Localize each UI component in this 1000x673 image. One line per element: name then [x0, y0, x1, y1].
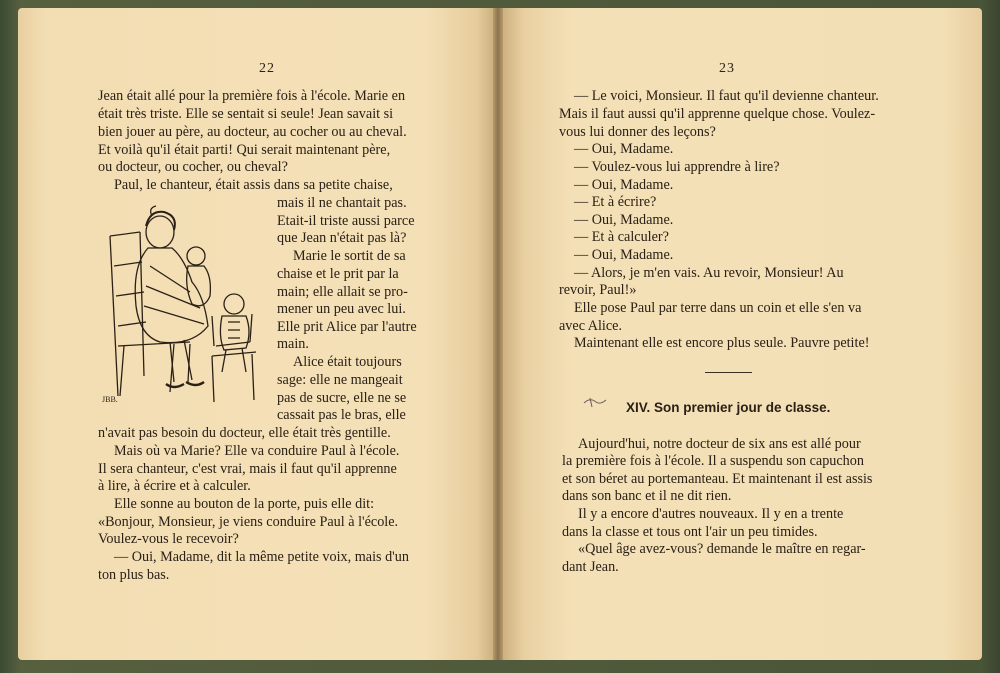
left-line: ou docteur, ou cocher, ou cheval?: [98, 159, 288, 175]
right-line: — Voulez-vous lui apprendre à lire?: [574, 159, 780, 175]
left-line: Voulez-vous le recevoir?: [98, 531, 239, 547]
left-line: Etait-il triste aussi parce: [277, 213, 415, 229]
right-line: Maintenant elle est encore plus seule. Pauvre petite!: [574, 335, 870, 351]
right-line: revoir, Paul!»: [559, 282, 637, 298]
chapter-heading: XIV. Son premier jour de classe.: [626, 400, 831, 415]
left-line: cassait pas le bras, elle: [277, 407, 406, 423]
right-line: Il y a encore d'autres nouveaux. Il y en a trente: [578, 506, 844, 522]
left-line: à lire, à écrire et à calculer.: [98, 478, 251, 494]
right-line: dans la classe et tous ont l'air un peu timides.: [562, 524, 818, 540]
left-line: Marie le sortit de sa: [293, 248, 406, 264]
right-line: — Le voici, Monsieur. Il faut qu'il devienne chanteur.: [574, 88, 879, 104]
right-line: la première fois à l'école. Il a suspendu son capuchon: [562, 453, 864, 469]
left-line: chaise et le prit par la: [277, 266, 399, 282]
left-line: Paul, le chanteur, était assis dans sa petite chaise,: [114, 177, 393, 193]
right-line: — Et à écrire?: [574, 194, 657, 210]
left-line: était très triste. Elle se sentait si seule! Jean savait si: [98, 106, 394, 122]
illustration-signature: JBB.: [102, 395, 118, 404]
right-line: — Et à calculer?: [574, 229, 669, 245]
left-line: Il sera chanteur, c'est vrai, mais il faut qu'il apprenne: [98, 461, 397, 477]
right-line: et son béret au portemanteau. Et maintenant il est assis: [562, 471, 873, 487]
left-line: que Jean n'était pas là?: [277, 230, 407, 246]
right-line: — Oui, Madame.: [574, 212, 674, 228]
right-line: — Oui, Madame.: [574, 247, 674, 263]
left-line: Elle sonne au bouton de la porte, puis elle dit:: [114, 496, 375, 512]
right-line: — Oui, Madame.: [574, 141, 674, 157]
right-line: Aujourd'hui, notre docteur de six ans est allé pour: [578, 436, 861, 452]
right-line: avec Alice.: [559, 318, 623, 334]
left-line: mener un peu avec lui.: [277, 301, 406, 317]
left-page-number: 22: [259, 61, 275, 76]
right-line: dans son banc et il ne dit rien.: [562, 488, 732, 504]
left-line: Mais où va Marie? Elle va conduire Paul à l'école.: [114, 443, 400, 459]
left-line: mais il ne chantait pas.: [277, 195, 407, 211]
left-line: Jean était allé pour la première fois à l'école. Marie en: [98, 88, 406, 104]
book-gutter: [493, 8, 503, 660]
left-line: Elle prit Alice par l'autre: [277, 319, 417, 335]
left-line: Et voilà qu'il était parti! Qui serait maintenant père,: [98, 142, 391, 158]
right-line: dant Jean.: [562, 559, 619, 575]
left-line: main; elle allait se pro-: [277, 284, 408, 300]
right-line: «Quel âge avez-vous? demande le maître en regar-: [578, 541, 866, 557]
left-line: pas de sucre, elle ne se: [277, 390, 407, 406]
section-divider: [705, 372, 752, 373]
left-line: n'avait pas besoin du docteur, elle était très gentille.: [98, 425, 391, 441]
left-line: ton plus bas.: [98, 567, 170, 583]
right-line: — Alors, je m'en vais. Au revoir, Monsieur! Au: [574, 265, 844, 281]
left-line: bien jouer au père, au docteur, au cocher ou au cheval.: [98, 124, 407, 140]
left-line: «Bonjour, Monsieur, je viens conduire Paul à l'école.: [98, 514, 399, 530]
left-line: Alice était toujours: [293, 354, 402, 370]
right-line: Mais il faut aussi qu'il apprenne quelque chose. Voulez-: [559, 106, 876, 122]
right-line: vous lui donner des leçons?: [559, 124, 716, 140]
left-line: main.: [277, 336, 309, 352]
left-line: — Oui, Madame, dit la même petite voix, mais d'un: [114, 549, 409, 565]
right-line: — Oui, Madame.: [574, 177, 674, 193]
left-line: sage: elle ne mangeait: [277, 372, 403, 388]
pencil-mark-icon: [582, 395, 608, 409]
right-line: Elle pose Paul par terre dans un coin et elle s'en va: [574, 300, 862, 316]
illustration-girl-with-dolls: [100, 196, 270, 406]
right-page-number: 23: [719, 61, 735, 76]
